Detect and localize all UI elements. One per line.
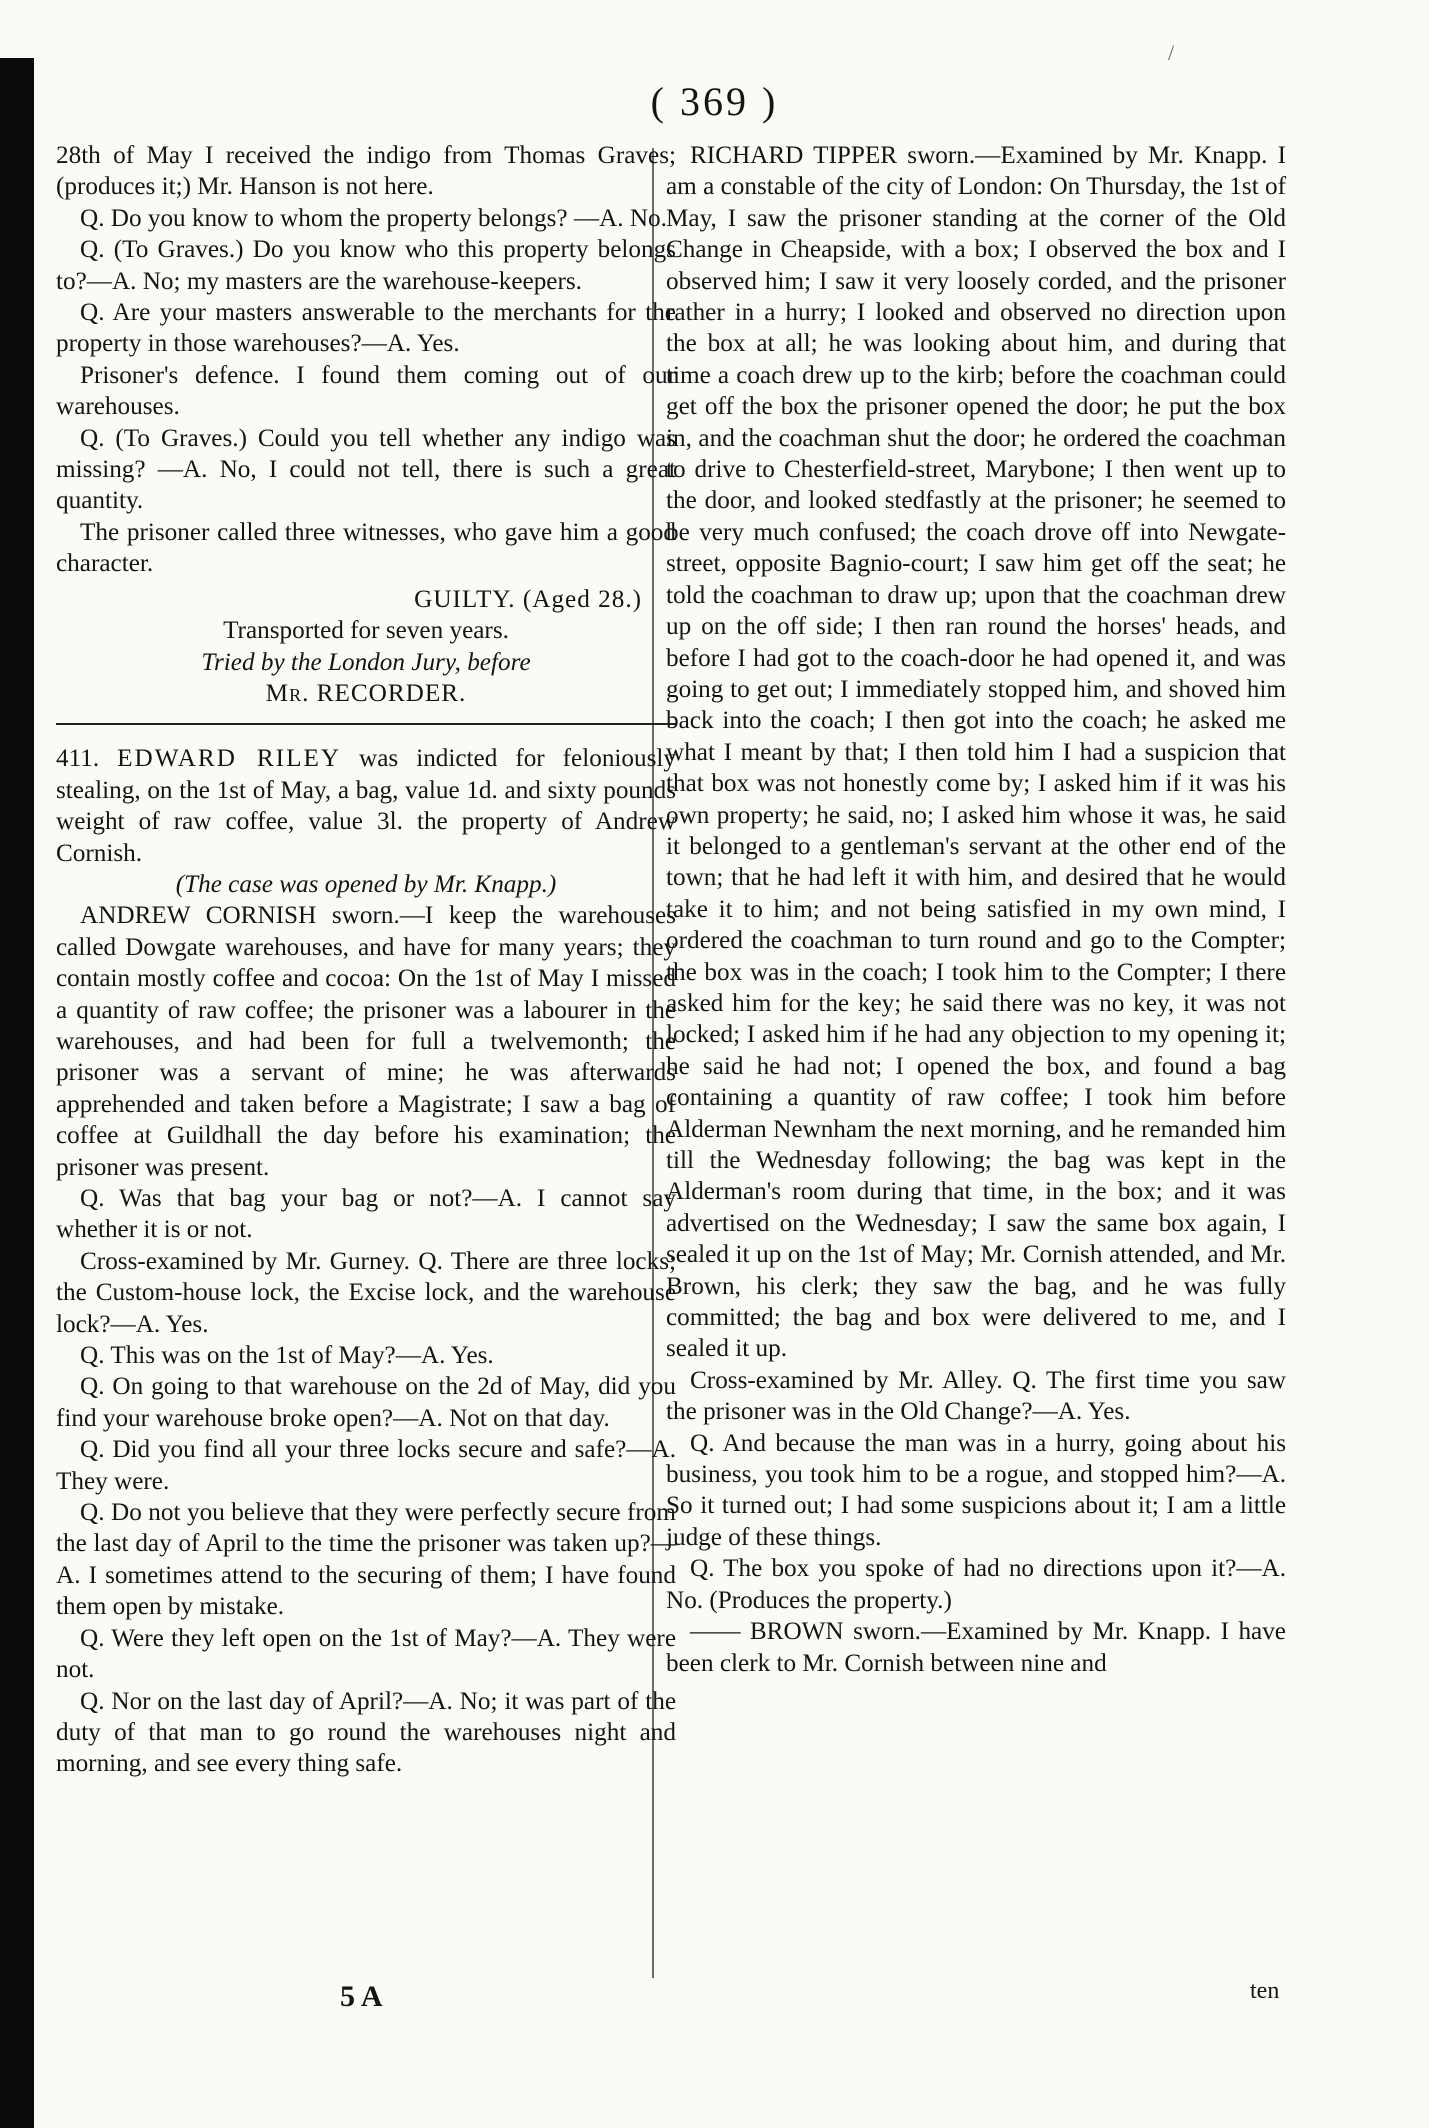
- paragraph: Q. Did you find all your three locks secure and safe?—A. They were.: [56, 1436, 676, 1495]
- paragraph: Q. Nor on the last day of April?—A. No; it was part of the duty of that man to go round the warehouses night and morning, and see every thing safe.: [56, 1687, 676, 1778]
- tried-by-judge: Mr. RECORDER.: [265, 679, 467, 707]
- defendant-name: EDWARD RILEY: [117, 745, 342, 773]
- paragraph: Cross-examined by Mr. Alley. Q. The first time you saw the prisoner was in the Old Change?—A. Yes.: [666, 1366, 1286, 1426]
- paragraph: ANDREW CORNISH sworn.—I keep the warehouses called Dowgate warehouses, and have for many years; they contain mostly coffee and cocoa: On the 1st of May I missed a quantity of raw coffee; the prisoner was a labourer in the warehouses, and had been for full a twelvemonth; the prisoner was a servant of mine; he was afterwards apprehended and taken before a Magistrate; I saw a bag of coffee at Guildhall the day before his examination; the prisoner was present.: [56, 902, 676, 1181]
- left-column: [56, 140, 676, 1780]
- paragraph: —— BROWN sworn.—Examined by Mr. Knapp. I have been clerk to Mr. Cornish between nine and: [666, 1618, 1286, 1677]
- paragraph: Q. Were they left open on the 1st of May?—A. They were not.: [56, 1624, 676, 1684]
- case-heading: [56, 743, 676, 869]
- case-opened-note: (The case was opened by Mr. Knapp.): [175, 870, 557, 898]
- paragraph: Q. Are your masters answerable to the merchants for the property in those warehouses?—A. Yes.: [56, 299, 676, 358]
- right-column: [666, 140, 1286, 1679]
- paragraph: Q. This was on the 1st of May?—A. Yes.: [80, 1342, 494, 1370]
- paragraph: Q. (To Graves.) Do you know who this property belongs to?—A. No; my masters are the warehouse-keepers.: [56, 236, 676, 295]
- paragraph: Q. And because the man was in a hurry, going about his business, you took him to be a rogue, and stopped him?—A. So it turned out; I had some suspicions about it; I am a little judge of these things.: [666, 1429, 1286, 1551]
- paragraph: The prisoner called three witnesses, who gave him a good character.: [56, 518, 676, 578]
- paragraph: Q. The box you spoke of had no directions upon it?—A. No. (Produces the property.): [666, 1555, 1286, 1614]
- signature-mark: 5 A: [340, 1980, 383, 2013]
- case-divider: [56, 723, 676, 725]
- paragraph: Q. Do not you believe that they were perfectly secure from the last day of April to the time the prisoner was taken up?—A. I sometimes attend to the securing of them; I have found them open by mistake.: [56, 1499, 676, 1621]
- case-intro: was indicted for feloniously stealing, on the 1st of May, a bag, value 1d. and sixty pounds weight of raw coffee, value 3l. the property of Andrew Cornish.: [56, 745, 677, 867]
- paragraph: Q. Was that bag your bag or not?—A. I cannot say whether it is or not.: [56, 1185, 676, 1244]
- paragraph: Q. On going to that warehouse on the 2d of May, did you find your warehouse broke open?—A. Not on that day.: [56, 1373, 676, 1432]
- paragraph: Q. (To Graves.) Could you tell whether any indigo was missing? —A. No, I could not tell, there is such a great quantity.: [56, 424, 676, 515]
- sentence: Transported for seven years.: [223, 617, 509, 645]
- verdict: GUILTY. (Aged 28.): [414, 585, 642, 613]
- case-number: 411.: [56, 745, 100, 773]
- paragraph: Prisoner's defence. I found them coming out of our warehouses.: [56, 361, 676, 421]
- paragraph: RICHARD TIPPER sworn.—Examined by Mr. Knapp. I am a constable of the city of London: On Thursday, the 1st of May, I saw the prisoner standing at the corner of the Old Change in Cheapside, with a box; I observed the box and I observed him; I saw it very loosely corded, and the prisoner rather in a hurry; I looked and observed no direction upon the box at all; he was looking about him, and during that time a coach drew up to the kirb; before the coachman could get off the box the prisoner opened the door; he put the box in, and the coachman shut the door; he ordered the coachman to drive to Chesterfield-street, Marybone; I then went up to the door, and looked stedfastly at the prisoner; he seemed to be very much confused; the coach drove off into Newgate-street, opposite Bagnio-court; I saw him get off the seat; he told the coachman to draw up; upon that the coachman drew up on the off side; I then ran round the horses' heads, and before I had got to the coach-door he had opened it, and was going to get out; I immediately stopped him, and shoved him back into the coach; I then got into the coach; he asked me what I meant by that; I then told him I had a suspicion that that box was not honestly come by; I asked him if it was his own property; he said, no; I asked him whose it was, he said it belonged to a gentleman's servant at the other end of the town; that he had left it with him, and desired that he would take it to him; and not being satisfied in my own mind, I ordered the coachman to turn round and go to the Compter; the box was in the coach; I took him to the Compter; I there asked him for the key; he said there was no key, it was not locked; I asked him if he had any objection to my opening it; he said he had not; I opened the box, and found a bag containing a quantity of raw coffee; I took him before Alderman Newnham the next morning, and he remanded him till the Wednesday following; the bag was kept in the Alderman's room during that time, in the box; and it was advertised on the Wednesday; I saw the same box again, I sealed it up on the 1st of May; Mr. Cornish attended, and Mr. Brown, his clerk; they saw the bag, and he was fully committed; the bag and box were delivered to me, and I sealed it up.: [666, 142, 1286, 1363]
- binding-shadow: [0, 58, 34, 2128]
- paragraph: 28th of May I received the indigo from Thomas Graves; (produces it;) Mr. Hanson is not here.: [56, 142, 676, 201]
- catchword: ten: [1250, 1978, 1280, 2004]
- paragraph: Cross-examined by Mr. Gurney. Q. There are three locks; the Custom-house lock, the Excise lock, and the warehouse lock?—A. Yes.: [56, 1247, 676, 1338]
- margin-mark: /: [1168, 40, 1175, 65]
- tried-by: Tried by the London Jury, before: [201, 648, 531, 676]
- page-number: ( 369 ): [650, 79, 779, 124]
- paragraph: Q. Do you know to whom the property belongs? —A. No.: [80, 204, 667, 232]
